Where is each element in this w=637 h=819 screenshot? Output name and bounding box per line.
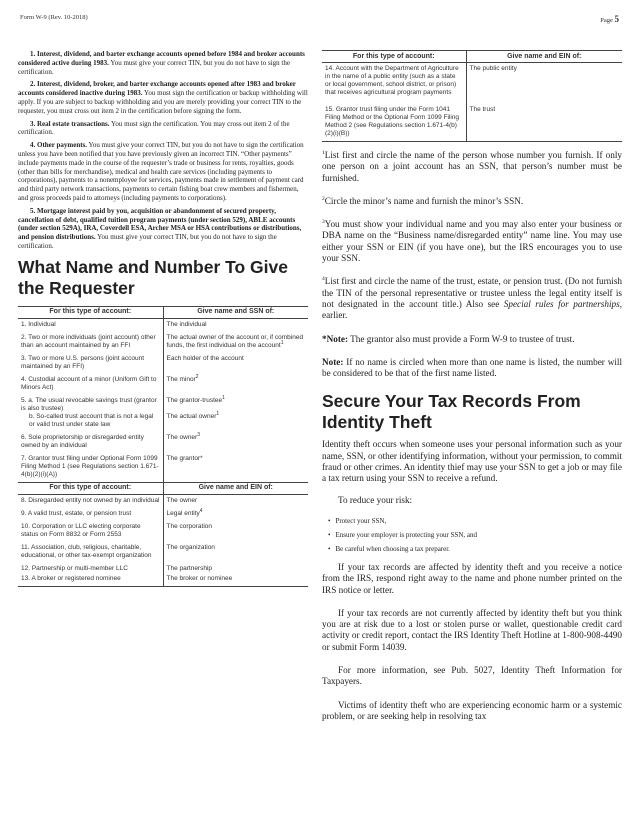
table-row: 2. Two or more individuals (joint account) other than an account maintained by an FFI The actual owner of the account or, if combined funds, the first individual on the account$^1$ bbox=[18, 332, 308, 353]
item-1: 1. Interest, dividend, and barter exchange accounts opened before 1984 and broker accounts considered active during 1983. You must give your correct TIN, but you do not have to sign the certification. bbox=[18, 50, 305, 76]
identity-theft-paragraph: Identity theft occurs when someone uses your personal information such as your name, SSN, or other identifying information, without your permission, to commit fraud or other crimes. An identity thief may use your SSN to get a job or may file a tax return using your SSN to receive a refund. bbox=[322, 439, 622, 484]
list-item: • Protect your SSN, bbox=[328, 514, 622, 528]
ein-table-col2-header: Give name and EIN of: bbox=[163, 482, 308, 494]
victims-paragraph: Victims of identity theft who are experiencing economic harm or a systemic problem, or are seeking help in resolving tax bbox=[322, 699, 622, 721]
footnote-3: $^3$You must show your individual name and you may also enter your business or DBA name on the “Business name/disregarded entity” name line. You may use either your SSN or EIN (if you have one), but the IRS encourages you to use your SSN. bbox=[322, 219, 622, 264]
item-5: 5. Mortgage interest paid by you, acquisition or abandonment of secured property, cancellation of debt, qualified tuition program payments (under section 529), ABLE accounts (under section 529A), IRA, Coverdell ESA, Archer MSA or HSA contributions or distributions, and pension distributions. You must give your correct TIN, but you do not have to sign the certification. bbox=[18, 206, 302, 250]
ein-table-continued bbox=[322, 50, 622, 142]
table-row: 7. Grantor trust filing under Optional Form 1099 Filing Method 1 (see Regulations section 1.671-4(b)(2)(i)(A)) The grantor* bbox=[18, 453, 308, 482]
ssn-table-col1-header: For this type of account: bbox=[18, 306, 163, 318]
grantor-note: *Note: The grantor also must provide a Form W-9 to trustee of trust. bbox=[322, 333, 575, 344]
item-4: 4. Other payments. You must give your correct TIN, but you do not have to sign the certification unless you have been notified that you have previously given an incorrect TIN. “Other payments” include payments made in the course of the requester’s trade or business for rents, royalties, goods (other than bills for merchandise), medical and health care services (including payments to corporations), payments to a nonemployee for services, payments made in settlement of payment card and third party network transactions, payments to certain fishing boat crew members and fishermen, and gross proceeds paid to attorneys (including payments to corporations). bbox=[18, 141, 304, 202]
table-row: 10. Corporation or LLC electing corporate status on Form 8832 or Form 2553 The corporation bbox=[18, 521, 308, 542]
ein-table bbox=[18, 482, 308, 587]
item-3: 3. Real estate transactions. You must sign the certification. You may cross out item 2 of the certification. bbox=[18, 119, 290, 137]
table-row: 13. A broker or registered nominee The broker or nominee bbox=[18, 573, 308, 587]
risk-bullet-list bbox=[328, 514, 622, 556]
item-2: 2. Interest, dividend, broker, and barter exchange accounts opened after 1983 and broker accounts considered inactive during 1983. You must sign the certification or backup withholding will apply. If you are subject to backup withholding and you are merely providing your correct TIN to the requester, you must cross out item 2 in the certification before signing the form. bbox=[18, 80, 308, 115]
table-row: 15. Grantor trust filing under the Form 1041 Filing Method or the Optional Form 1099 Filing Method 2 (see Regulations section 1.671-4(b)(2)(i)(B)) The trust bbox=[322, 100, 622, 142]
ssn-table bbox=[18, 306, 308, 482]
table-row: 1. Individual The individual bbox=[18, 318, 308, 332]
footnote-2: $^2$Circle the minor’s name and furnish the minor’s SSN. bbox=[322, 195, 524, 206]
ein-table-continued-col2-header: Give name and EIN of: bbox=[466, 51, 622, 63]
footnote-1: $^1$List first and circle the name of the person whose number you furnish. If only one person on a joint account has an SSN, that person’s number must be furnished. bbox=[322, 149, 622, 183]
not-affected-paragraph: If your tax records are not currently affected by identity theft but you think you are at risk due to a lost or stolen purse or wallet, questionable credit card activity or credit report, contact the IRS Identity Theft Hotline at 1-800-908-4490 or submit Form 14039. bbox=[322, 607, 622, 652]
section-heading-identity-theft: Secure Your Tax Records From Identity Theft bbox=[322, 391, 581, 433]
table-row: 8. Disregarded entity not owned by an individual The owner bbox=[18, 494, 308, 508]
more-info-paragraph: For more information, see Pub. 5027, Identity Theft Information for Taxpayers. bbox=[322, 665, 622, 687]
section-heading-requester: What Name and Number To Give the Requester bbox=[18, 256, 288, 298]
table-row: 5. a. The usual revocable savings trust (grantor is also trustee) b. So-called trust account that is not a legal or valid trust under state law The grantor-trustee$^1$ The actual owner$^1$ bbox=[18, 395, 308, 432]
ssn-table-col2-header: Give name and SSN of: bbox=[163, 306, 308, 318]
table-row: 12. Partnership or multi-member LLC The partnership bbox=[18, 563, 308, 573]
table-row: 4. Custodial account of a minor (Uniform Gift to Minors Act) The minor$^2$ bbox=[18, 374, 308, 395]
page-number: Page 5 bbox=[600, 14, 619, 24]
table-row: 14. Account with the Department of Agriculture in the name of a public entity (such as a state or local government, school district, or prison) that receives agricultural program payments The public entity bbox=[322, 63, 622, 101]
circled-name-note: Note: If no name is circled when more than one name is listed, the number will be considered to be that of the first name listed. bbox=[322, 356, 622, 379]
right-column bbox=[322, 50, 622, 734]
affected-paragraph: If your tax records are affected by identity theft and you receive a notice from the IRS, respond right away to the name and phone number printed on the IRS notice or letter. bbox=[322, 561, 622, 595]
list-item: • Ensure your employer is protecting your SSN, and bbox=[328, 528, 622, 542]
reduce-risk-label: To reduce your risk: bbox=[338, 494, 413, 505]
left-column bbox=[18, 50, 308, 587]
table-row: 3. Two or more U.S. persons (joint account maintained by an FFI) Each holder of the account bbox=[18, 353, 308, 374]
table-row: 11. Association, club, religious, charitable, educational, or other tax-exempt organization The organization bbox=[18, 542, 308, 563]
ein-table-continued-col1-header: For this type of account: bbox=[322, 51, 466, 63]
list-item: • Be careful when choosing a tax preparer. bbox=[328, 542, 622, 556]
ein-table-col1-header: For this type of account: bbox=[18, 482, 163, 494]
form-id: Form W-9 (Rev. 10-2018) bbox=[20, 14, 88, 21]
footnote-4: $^4$List first and circle the name of the trust, estate, or pension trust. (Do not furnish the TIN of the personal representative or trustee unless the legal entity itself is not designated in the account title.) Also see Special rules for partnerships, earlier. bbox=[322, 276, 622, 321]
table-row: 9. A valid trust, estate, or pension trust Legal entity$^4$ bbox=[18, 508, 308, 521]
table-row: 6. Sole proprietorship or disregarded entity owned by an individual The owner$^3$ bbox=[18, 432, 308, 453]
